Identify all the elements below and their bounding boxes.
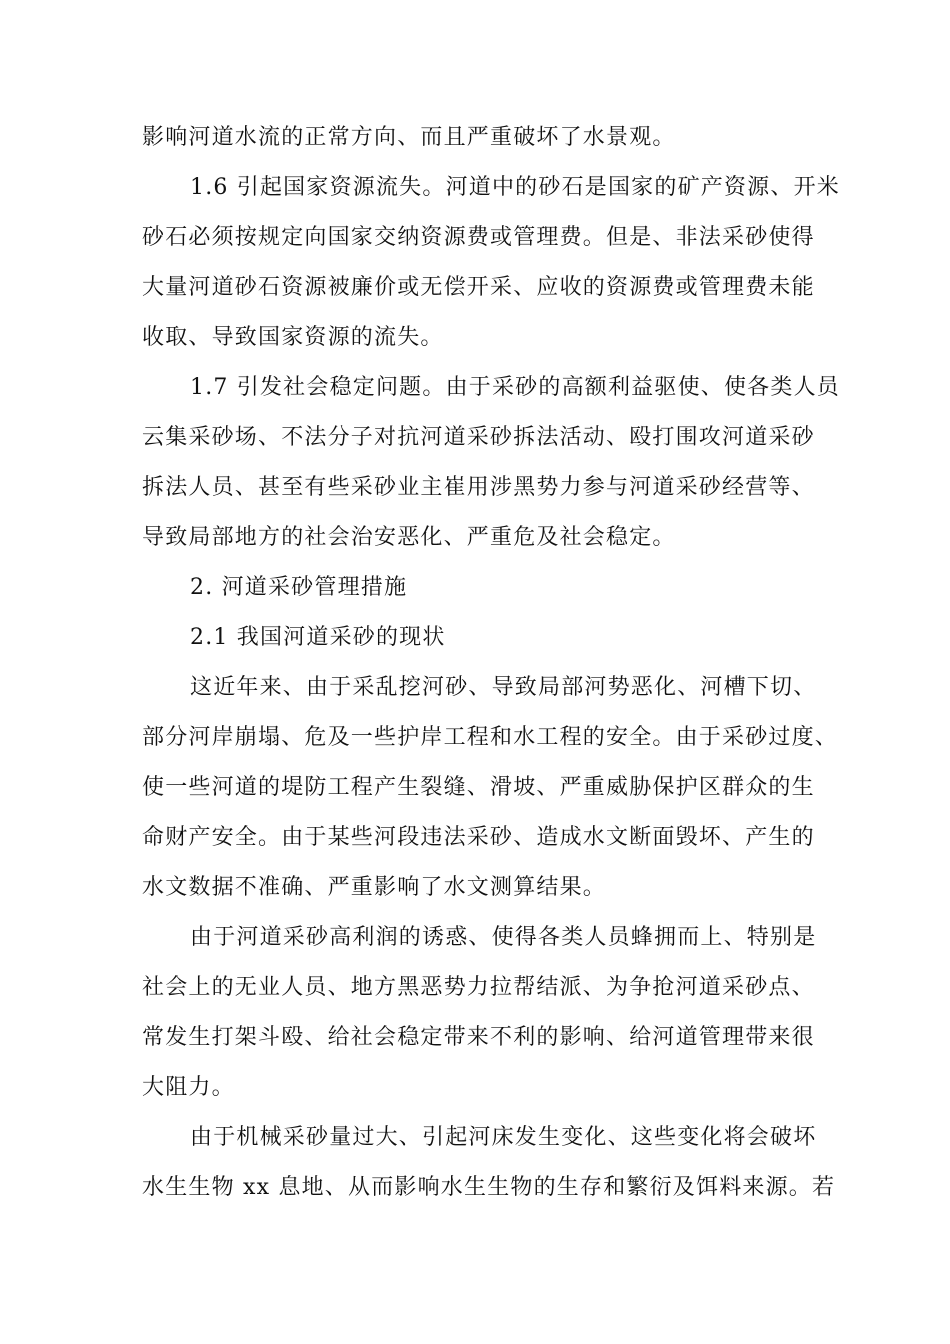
text-line: 收取、导致国家资源的流失。 xyxy=(142,325,444,350)
text-line: 云集采砂场、不法分子对抗河道采砂拆法活动、殴打围攻河道采砂 xyxy=(142,425,815,450)
text-line: 影响河道水流的正常方向、而且严重破坏了水景观。 xyxy=(142,125,676,150)
text-line: 由于机械采砂量过大、引起河床发生变化、这些变化将会破坏 xyxy=(190,1125,817,1150)
text-line: 1.7 引发社会稳定问题。由于采砂的高额利益驱使、使各类人员 xyxy=(190,375,840,400)
text-line: 水文数据不准确、严重影响了水文测算结果。 xyxy=(142,875,607,900)
text-line: 常发生打架斗殴、给社会稳定带来不利的影响、给河道管理带来很 xyxy=(142,1025,815,1050)
text-line: 社会上的无业人员、地方黑恶势力拉帮结派、为争抢河道采砂点、 xyxy=(142,975,815,1000)
text-line: 大阻力。 xyxy=(142,1075,235,1100)
text-line: 拆法人员、甚至有些采砂业主崔用涉黑势力参与河道采砂经营等、 xyxy=(142,475,815,500)
text-line: 由于河道采砂高利润的诱惑、使得各类人员蜂拥而上、特别是 xyxy=(190,925,817,950)
subsection-heading: 2.1 我国河道采砂的现状 xyxy=(190,625,446,650)
section-heading: 2. 河道采砂管理措施 xyxy=(190,575,408,600)
text-line: 大量河道砂石资源被廉价或无偿开采、应收的资源费或管理费未能 xyxy=(142,275,815,300)
text-line: 部分河岸崩塌、危及一些护岸工程和水工程的安全。由于采砂过度、 xyxy=(142,725,839,750)
text-line: 导致局部地方的社会治安恶化、严重危及社会稳定。 xyxy=(142,525,676,550)
text-line: 使一些河道的堤防工程产生裂缝、滑坡、严重威胁保护区群众的生 xyxy=(142,775,815,800)
text-line: 砂石必须按规定向国家交纳资源费或管理费。但是、非法采砂使得 xyxy=(142,225,815,250)
text-line: 水生生物 xx 息地、从而影响水生生物的生存和繁衍及饵料来源。若 xyxy=(142,1175,836,1200)
text-line: 1.6 引起国家资源流失。河道中的砂石是国家的矿产资源、开米 xyxy=(190,175,840,200)
text-line: 这近年来、由于采乱挖河砂、导致局部河势恶化、河槽下切、 xyxy=(190,675,817,700)
text-line: 命财产安全。由于某些河段违法采砂、造成水文断面毁坏、产生的 xyxy=(142,825,815,850)
